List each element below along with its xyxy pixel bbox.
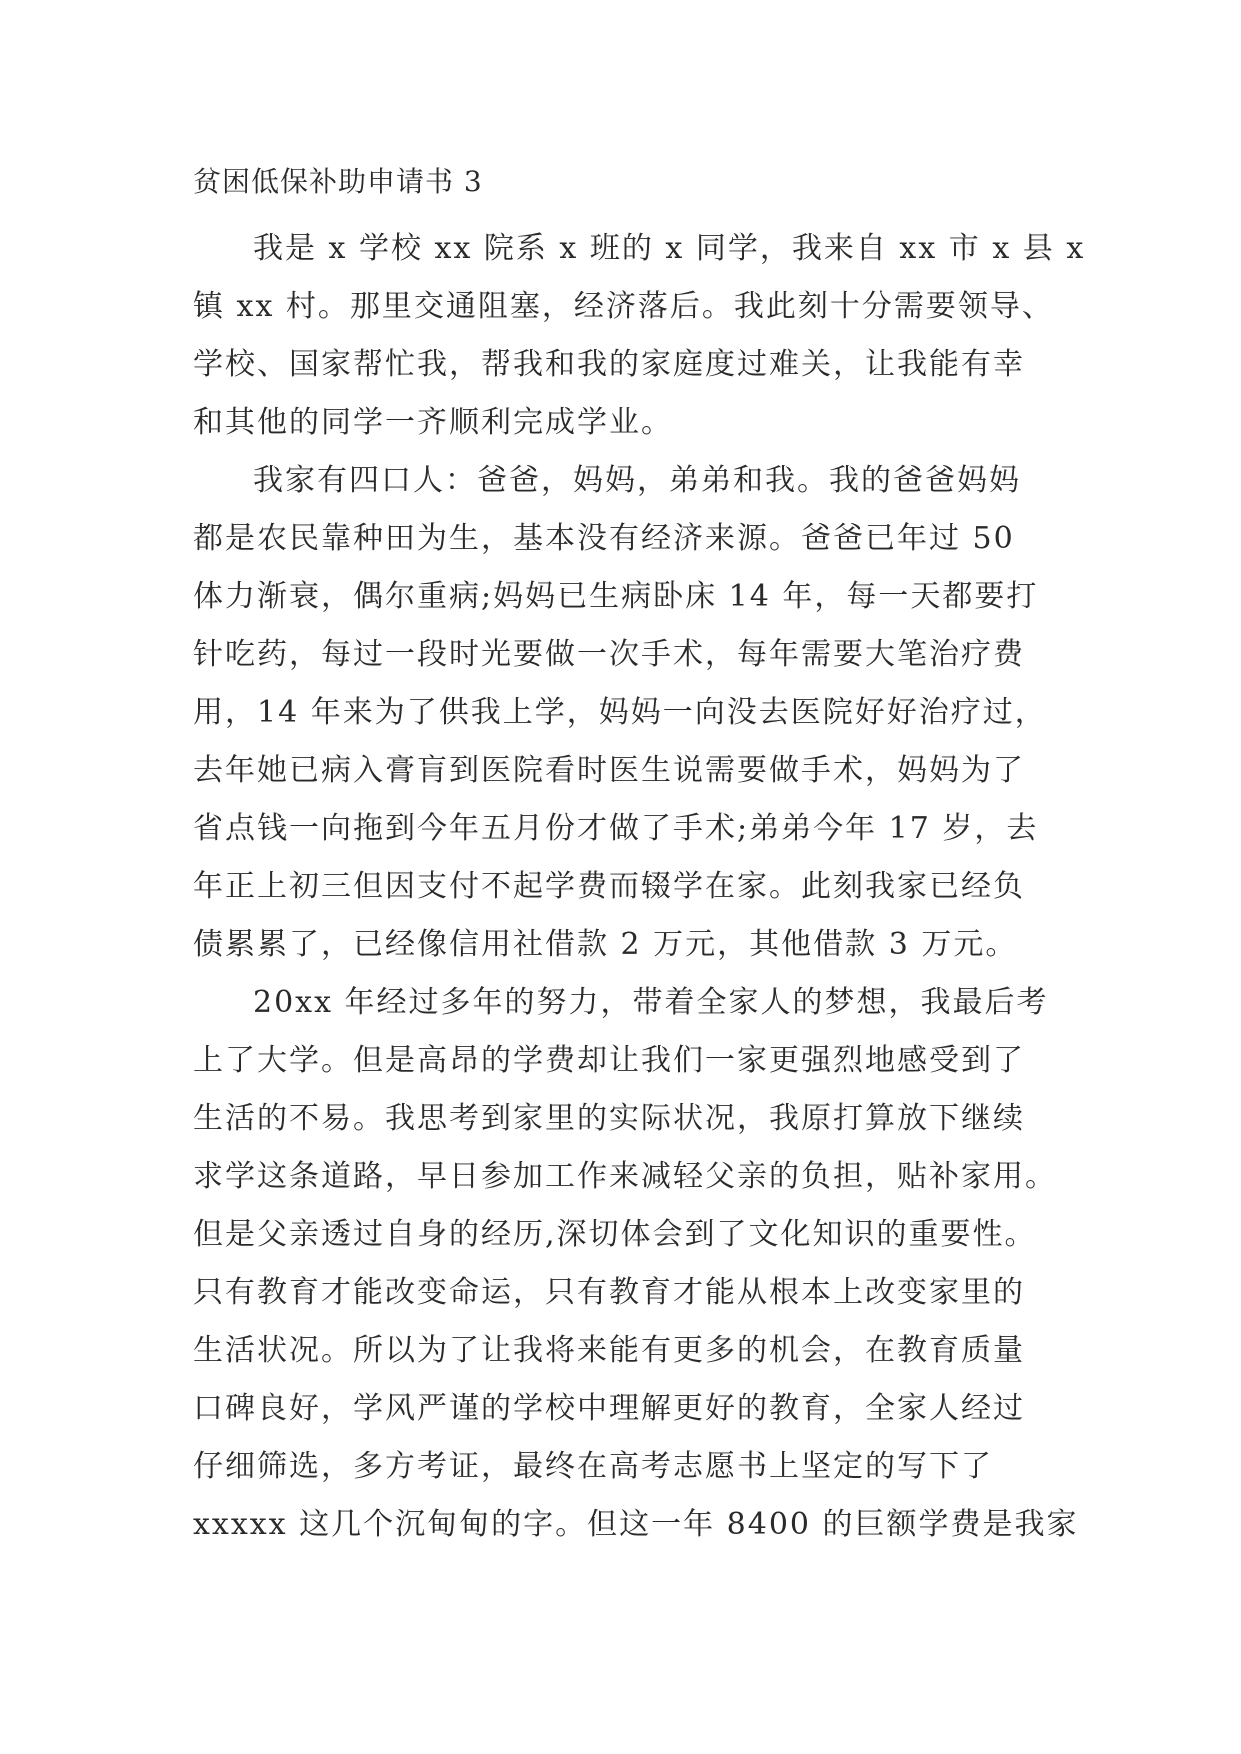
text-line: 上了大学。但是高昂的学费却让我们一家更强烈地感受到了: [193, 1043, 1025, 1078]
text-line: 但是父亲透过自身的经历,深切体会到了文化知识的重要性。: [193, 1217, 1037, 1252]
text-line: 我家有四口人：爸爸，妈妈，弟弟和我。我的爸爸妈妈: [253, 463, 1021, 498]
text-line: 去年她已病入膏肓到医院看时医生说需要做手术，妈妈为了: [193, 753, 1025, 788]
paragraph-1: [193, 220, 1086, 452]
paragraph-2: [193, 452, 1059, 974]
text-line: 生活状况。所以为了让我将来能有更多的机会，在教育质量: [193, 1333, 1025, 1368]
document-body: [193, 165, 1086, 1554]
text-line: xxxxx 这几个沉甸甸的字。但这一年 8400 的巨额学费是我家: [193, 1507, 1079, 1542]
document-title: 贫困低保补助申请书 3: [193, 165, 483, 198]
paragraph-3: [193, 974, 1079, 1554]
text-line: 省点钱一向拖到今年五月份才做了手术;弟弟今年 17 岁，去: [193, 811, 1039, 846]
text-line: 20xx 年经过多年的努力，带着全家人的梦想，我最后考: [253, 985, 1049, 1020]
text-line: 债累累了，已经像信用社借款 2 万元，其他借款 3 万元。: [193, 927, 1018, 962]
text-line: 都是农民靠种田为生，基本没有经济来源。爸爸已年过 50: [193, 521, 1015, 556]
text-line: 年正上初三但因支付不起学费而辍学在家。此刻我家已经负: [193, 869, 1025, 904]
text-line: 仔细筛选，多方考证，最终在高考志愿书上坚定的写下了: [193, 1449, 993, 1484]
text-line: 我是 x 学校 xx 院系 x 班的 x 同学，我来自 xx 市 x 县 x: [253, 231, 1086, 266]
text-line: 只有教育才能改变命运，只有教育才能从根本上改变家里的: [193, 1275, 1025, 1310]
text-line: 生活的不易。我思考到家里的实际状况，我原打算放下继续: [193, 1101, 1025, 1136]
text-line: 用，14 年来为了供我上学，妈妈一向没去医院好好治疗过，: [193, 695, 1047, 730]
text-line: 镇 xx 村。那里交通阻塞，经济落后。我此刻十分需要领导、: [193, 289, 1054, 324]
text-line: 口碑良好，学风严谨的学校中理解更好的教育，全家人经过: [193, 1391, 1025, 1426]
text-line: 体力渐衰，偶尔重病;妈妈已生病卧床 14 年，每一天都要打: [193, 579, 1039, 614]
text-line: 和其他的同学一齐顺利完成学业。: [193, 405, 673, 440]
text-line: 学校、国家帮忙我，帮我和我的家庭度过难关，让我能有幸: [193, 347, 1025, 382]
text-line: 针吃药，每过一段时光要做一次手术，每年需要大笔治疗费: [193, 637, 1025, 672]
text-line: 求学这条道路，早日参加工作来减轻父亲的负担，贴补家用。: [193, 1159, 1057, 1194]
